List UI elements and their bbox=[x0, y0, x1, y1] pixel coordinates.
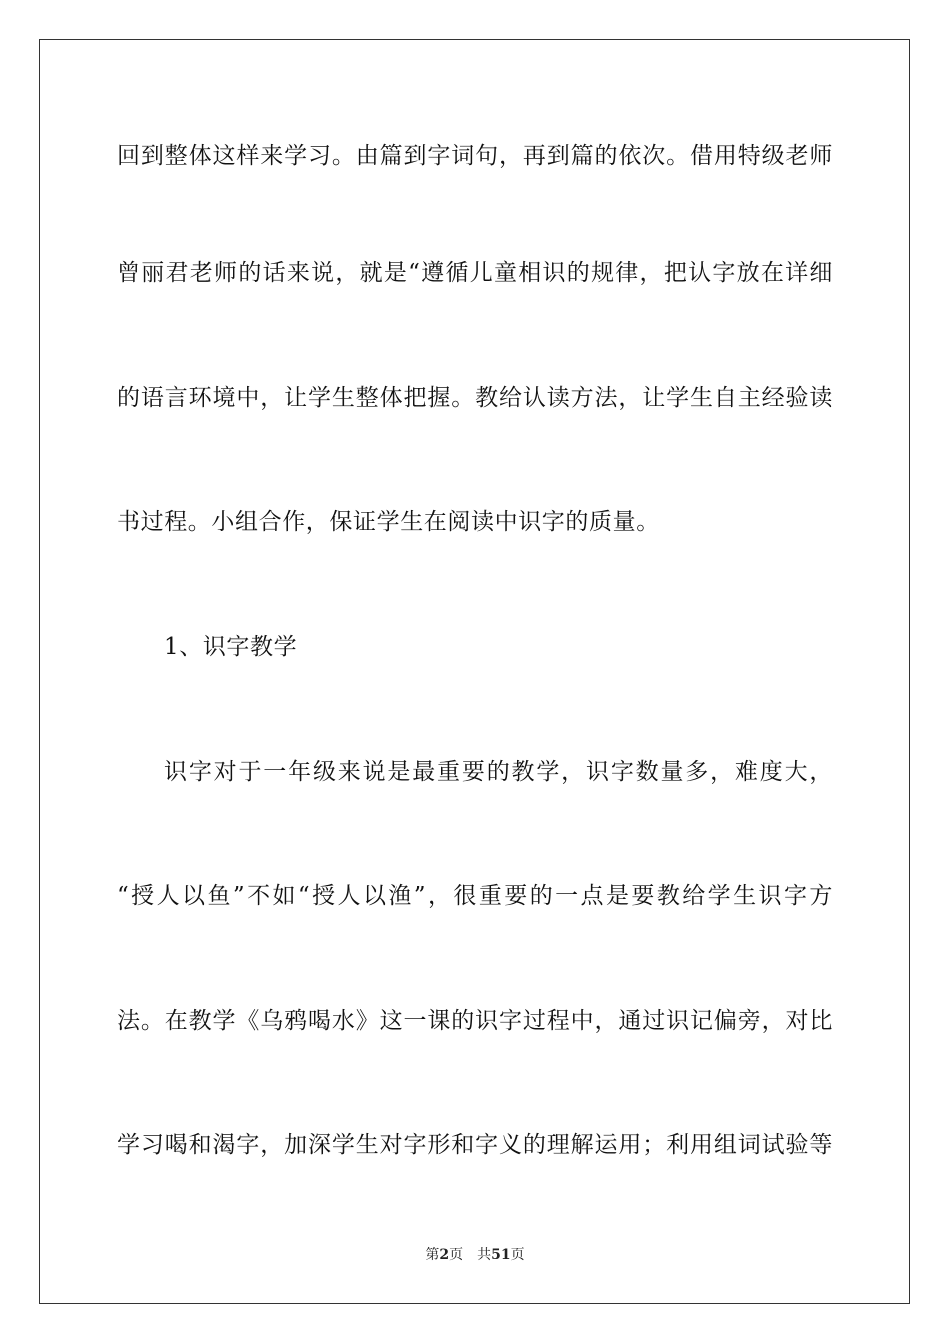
body-text-line-9: 学习喝和渴字，加深学生对字形和字义的理解运用；利用组词试验等 bbox=[117, 1132, 833, 1158]
footer-total-prefix: 共 bbox=[477, 1247, 492, 1263]
footer-page-prefix: 第 bbox=[425, 1247, 440, 1263]
body-text-line-4: 书过程。小组合作，保证学生在阅读中识字的质量。 bbox=[117, 509, 660, 535]
body-text-line-7: “授人以鱼”不如“授人以渔”，很重要的一点是要教给学生识字方 bbox=[117, 883, 833, 909]
body-text-line-3: 的语言环境中，让学生整体把握。教给认读方法，让学生自主经验读 bbox=[117, 385, 833, 411]
body-text-line-6: 识字对于一年级来说是最重要的教学，识字数量多，难度大， bbox=[164, 759, 833, 785]
body-text-line-2: 曾丽君老师的话来说，就是“遵循儿童相识的规律，把认字放在详细 bbox=[117, 260, 833, 286]
footer-total-suffix: 页 bbox=[510, 1247, 525, 1263]
body-text-line-8: 法。在教学《乌鸦喝水》这一课的识字过程中，通过识记偏旁，对比 bbox=[117, 1008, 833, 1034]
section-heading: 1、识字教学 bbox=[164, 634, 298, 660]
footer-page-number: 2 bbox=[439, 1247, 450, 1263]
footer-page-suffix: 页 bbox=[449, 1247, 464, 1263]
body-text-line-1: 回到整体这样来学习。由篇到字词句，再到篇的依次。借用特级老师 bbox=[117, 143, 833, 169]
page-border bbox=[39, 39, 910, 1304]
footer-total-number: 51 bbox=[491, 1247, 511, 1263]
page-footer bbox=[0, 1246, 950, 1264]
